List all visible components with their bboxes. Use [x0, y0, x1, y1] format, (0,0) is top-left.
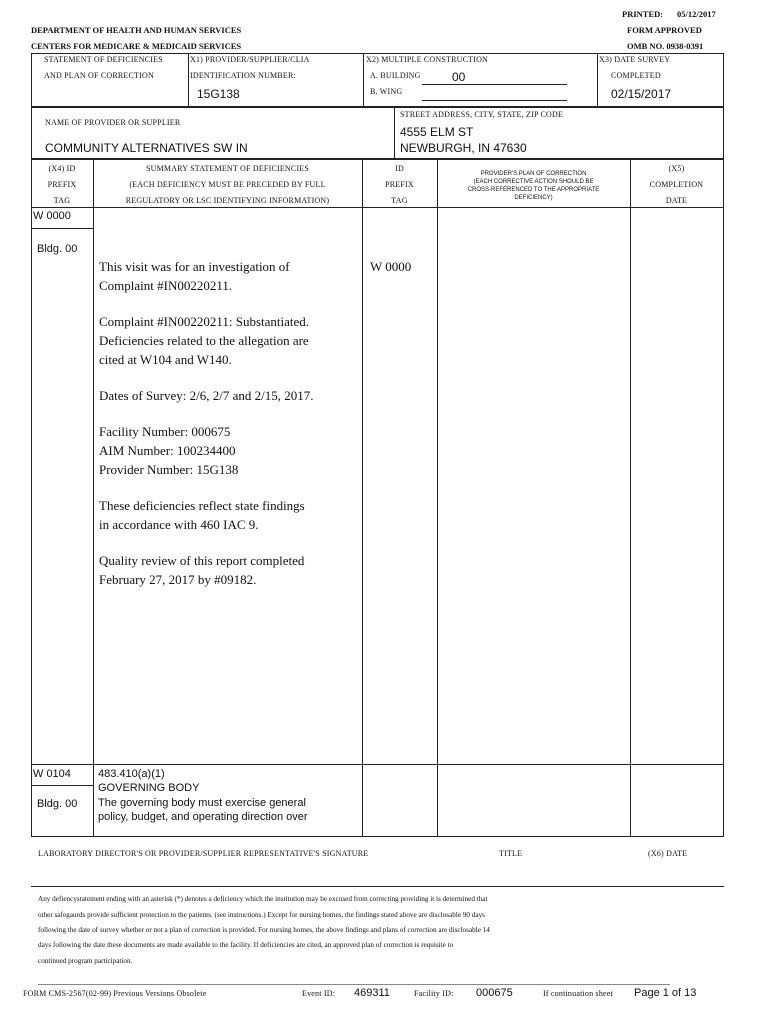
w0104-bldg: Bldg. 00	[37, 798, 78, 810]
provider-id-value: 15G138	[197, 87, 240, 101]
title-label: TITLE	[499, 849, 523, 858]
id-header-3: TAG	[391, 196, 408, 205]
x2-label: X2) MULTIPLE CONSTRUCTION	[366, 55, 489, 64]
w0000-bldg: Bldg. 00	[37, 243, 78, 255]
disclaimer-line4: days following the date these documents are made available to the facility. If deficiencies are cited, an approved plan of correction is requisite to	[38, 941, 454, 949]
disclaimer-line2: other safegaurds provide sufficient protection to the patients. (see instructions.) Except for nursing homes, the findings stated above are disclosable 90 days	[38, 911, 485, 919]
director-signature-label: LABORATORY DIRECTOR'S OR PROVIDER/SUPPLIER REPRESENTATIVE'S SIGNATURE	[38, 849, 369, 858]
x4-header-2: PREFIX	[47, 180, 77, 189]
department-title: DEPARTMENT OF HEALTH AND HUMAN SERVICES	[31, 25, 242, 35]
summary-header-1: SUMMARY STATEMENT OF DEFICIENCIES	[145, 164, 310, 173]
summary-header-2: (EACH DEFICIENCY MUST BE PRECEDED BY FULL	[129, 180, 326, 189]
x5-header-3: DATE	[665, 196, 688, 205]
page-number: Page 1 of 13	[634, 987, 697, 999]
printed-date: 05/12/2017	[677, 9, 716, 19]
para2-line1: Complaint #IN00220211: Substantiated.	[99, 314, 310, 329]
wing-label: B. WING	[370, 87, 403, 96]
summary-header-3: REGULATORY OR LSC IDENTIFYING INFORMATION)	[125, 196, 330, 205]
para2-line2: Deficiencies related to the allegation are	[99, 333, 309, 348]
address-line1: 4555 ELM ST	[400, 125, 474, 139]
cms-title: CENTERS FOR MEDICARE & MEDICAID SERVICES	[31, 41, 242, 51]
building-value: 00	[452, 70, 466, 84]
x4-header-1: (X4) ID	[48, 164, 76, 173]
id-header-1: ID	[395, 164, 404, 173]
x1-label: X1) PROVIDER/SUPPLIER/CLIA	[190, 55, 310, 64]
provider-name-label: NAME OF PROVIDER OR SUPPLIER	[45, 118, 181, 127]
para6-line2: February 27, 2017 by #09182.	[99, 572, 257, 587]
para5-line2: in accordance with 460 IAC 9.	[99, 517, 259, 532]
statement-label: STATEMENT OF DEFICIENCIES	[44, 55, 163, 64]
plan-header-4: DEFICIENCY)	[514, 195, 553, 201]
address-line2: NEWBURGH, IN 47630	[400, 141, 527, 155]
para4-line1: Facility Number: 000675	[99, 424, 231, 439]
disclaimer-line3: following the date of survey whether or not a plan of correction is provided. For nursing homes, the above findings and plans of correction are disclosable 14	[38, 926, 490, 934]
printed-label: PRINTED:	[622, 9, 664, 19]
para1-line2: Complaint #IN00220211.	[99, 278, 233, 293]
x4-header-3: TAG	[53, 196, 71, 205]
facility-id-label: Facility ID:	[414, 989, 454, 998]
x1-label2: IDENTIFICATION NUMBER:	[190, 71, 296, 80]
x6-date-label: (X6) DATE	[648, 849, 688, 858]
survey-date-value: 02/15/2017	[611, 87, 672, 101]
w0104-line4: policy, budget, and operating direction over	[98, 811, 308, 823]
disclaimer-line5: continued program participation.	[38, 957, 133, 965]
w0104-tag: W 0104	[33, 768, 71, 780]
event-id-value: 469311	[354, 987, 390, 999]
w0104-line2: GOVERNING BODY	[98, 782, 200, 794]
plan-label: AND PLAN OF CORRECTION	[44, 71, 154, 80]
para4-line3: Provider Number: 15G138	[99, 462, 239, 477]
provider-name-value: COMMUNITY ALTERNATIVES SW IN	[45, 141, 248, 155]
x3-label: X3) DATE SURVEY	[599, 55, 671, 64]
x3-label2: COMPLETED	[611, 71, 661, 80]
w0104-line3: The governing body must exercise general	[98, 797, 306, 809]
facility-id-value: 000675	[476, 987, 513, 999]
plan-header-1: PROVIDER'S PLAN OF CORRECTION	[480, 171, 587, 177]
omb-number: OMB NO. 0938-0391	[627, 41, 704, 51]
disclaimer-line1: Any defiencystatement ending with an asterisk (*) denotes a deficiency which the institution may be excused from correcting providing it is determined that	[38, 895, 488, 903]
para1-line1: This visit was for an investigation of	[99, 259, 290, 274]
address-label: STREET ADDRESS, CITY, STATE, ZIP CODE	[400, 110, 564, 119]
para5-line1: These deficiencies reflect state findings	[99, 498, 305, 513]
w0000-tag: W 0000	[33, 210, 71, 222]
para6-line1: Quality review of this report completed	[99, 553, 305, 568]
x5-header-2: COMPLETION	[649, 180, 704, 189]
id-header-2: PREFIX	[385, 180, 414, 189]
w0000-id-tag: W 0000	[370, 259, 412, 274]
para4-line2: AIM Number: 100234400	[99, 443, 236, 458]
plan-header-2: (EACH CORRECTIVE ACTION SHOULD BE	[473, 179, 594, 185]
event-id-label: Event ID:	[302, 989, 336, 998]
plan-header-3: CROSS-REFERENCED TO THE APPROPRIATE	[467, 187, 600, 193]
continuation-label: If continuation sheet	[543, 989, 613, 998]
form-approved: FORM APPROVED	[627, 25, 702, 35]
x5-header-1: (X5)	[668, 164, 685, 173]
para2-line3: cited at W104 and W140.	[99, 352, 232, 367]
building-label: A. BUILDING	[370, 71, 421, 80]
form-number: FORM CMS-2567(02-99) Previous Versions Obsolete	[23, 989, 207, 998]
w0104-line1: 483.410(a)(1)	[98, 768, 165, 780]
para3-line1: Dates of Survey: 2/6, 2/7 and 2/15, 2017.	[99, 388, 314, 403]
